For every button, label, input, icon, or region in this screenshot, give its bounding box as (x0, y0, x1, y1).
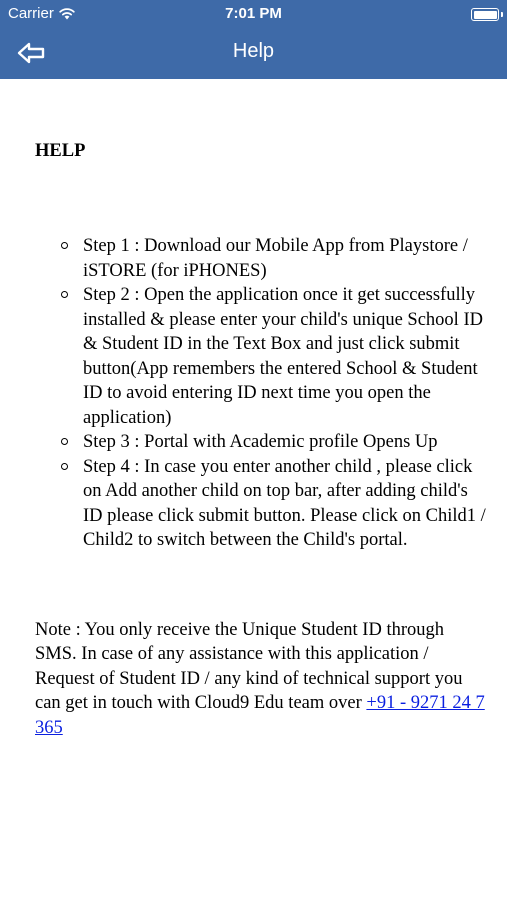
step-item-1: Step 1 : Download our Mobile App from Playstore / iSTORE (for iPHONES) (83, 234, 490, 283)
battery-icon (471, 8, 499, 21)
carrier-label: Carrier (8, 5, 54, 22)
status-bar (0, 0, 507, 28)
support-note (35, 618, 490, 741)
help-content (35, 139, 490, 740)
help-heading: HELP (35, 141, 86, 161)
step-item-4: Step 4 : In case you enter another child , please click on Add another child on top bar, after adding child's ID please click submit button. Please click on Child1 / Child2 to switch between the Child's portal. (83, 455, 490, 553)
status-time: 7:01 PM (225, 5, 282, 22)
step-item-2: Step 2 : Open the application once it get successfully installed & please enter your child's unique School ID & Student ID in the Text Box and just click submit button(App remembers the entered School & Student ID to avoid entering ID next time you open the application) (83, 283, 490, 430)
note-text: Note : You only receive the Unique Student ID through SMS. In case of any assistance with this application / Request of Student ID / any kind of technical support you can get in touch with Cloud9 Edu team over (35, 619, 463, 713)
app-header (0, 0, 507, 79)
nav-bar (0, 28, 507, 79)
step-item-3: Step 3 : Portal with Academic profile Opens Up (83, 430, 490, 455)
page-title: Help (232, 40, 275, 62)
steps-list (35, 234, 490, 553)
phone-link[interactable]: +91 - 9271 24 7 365 (35, 693, 485, 738)
